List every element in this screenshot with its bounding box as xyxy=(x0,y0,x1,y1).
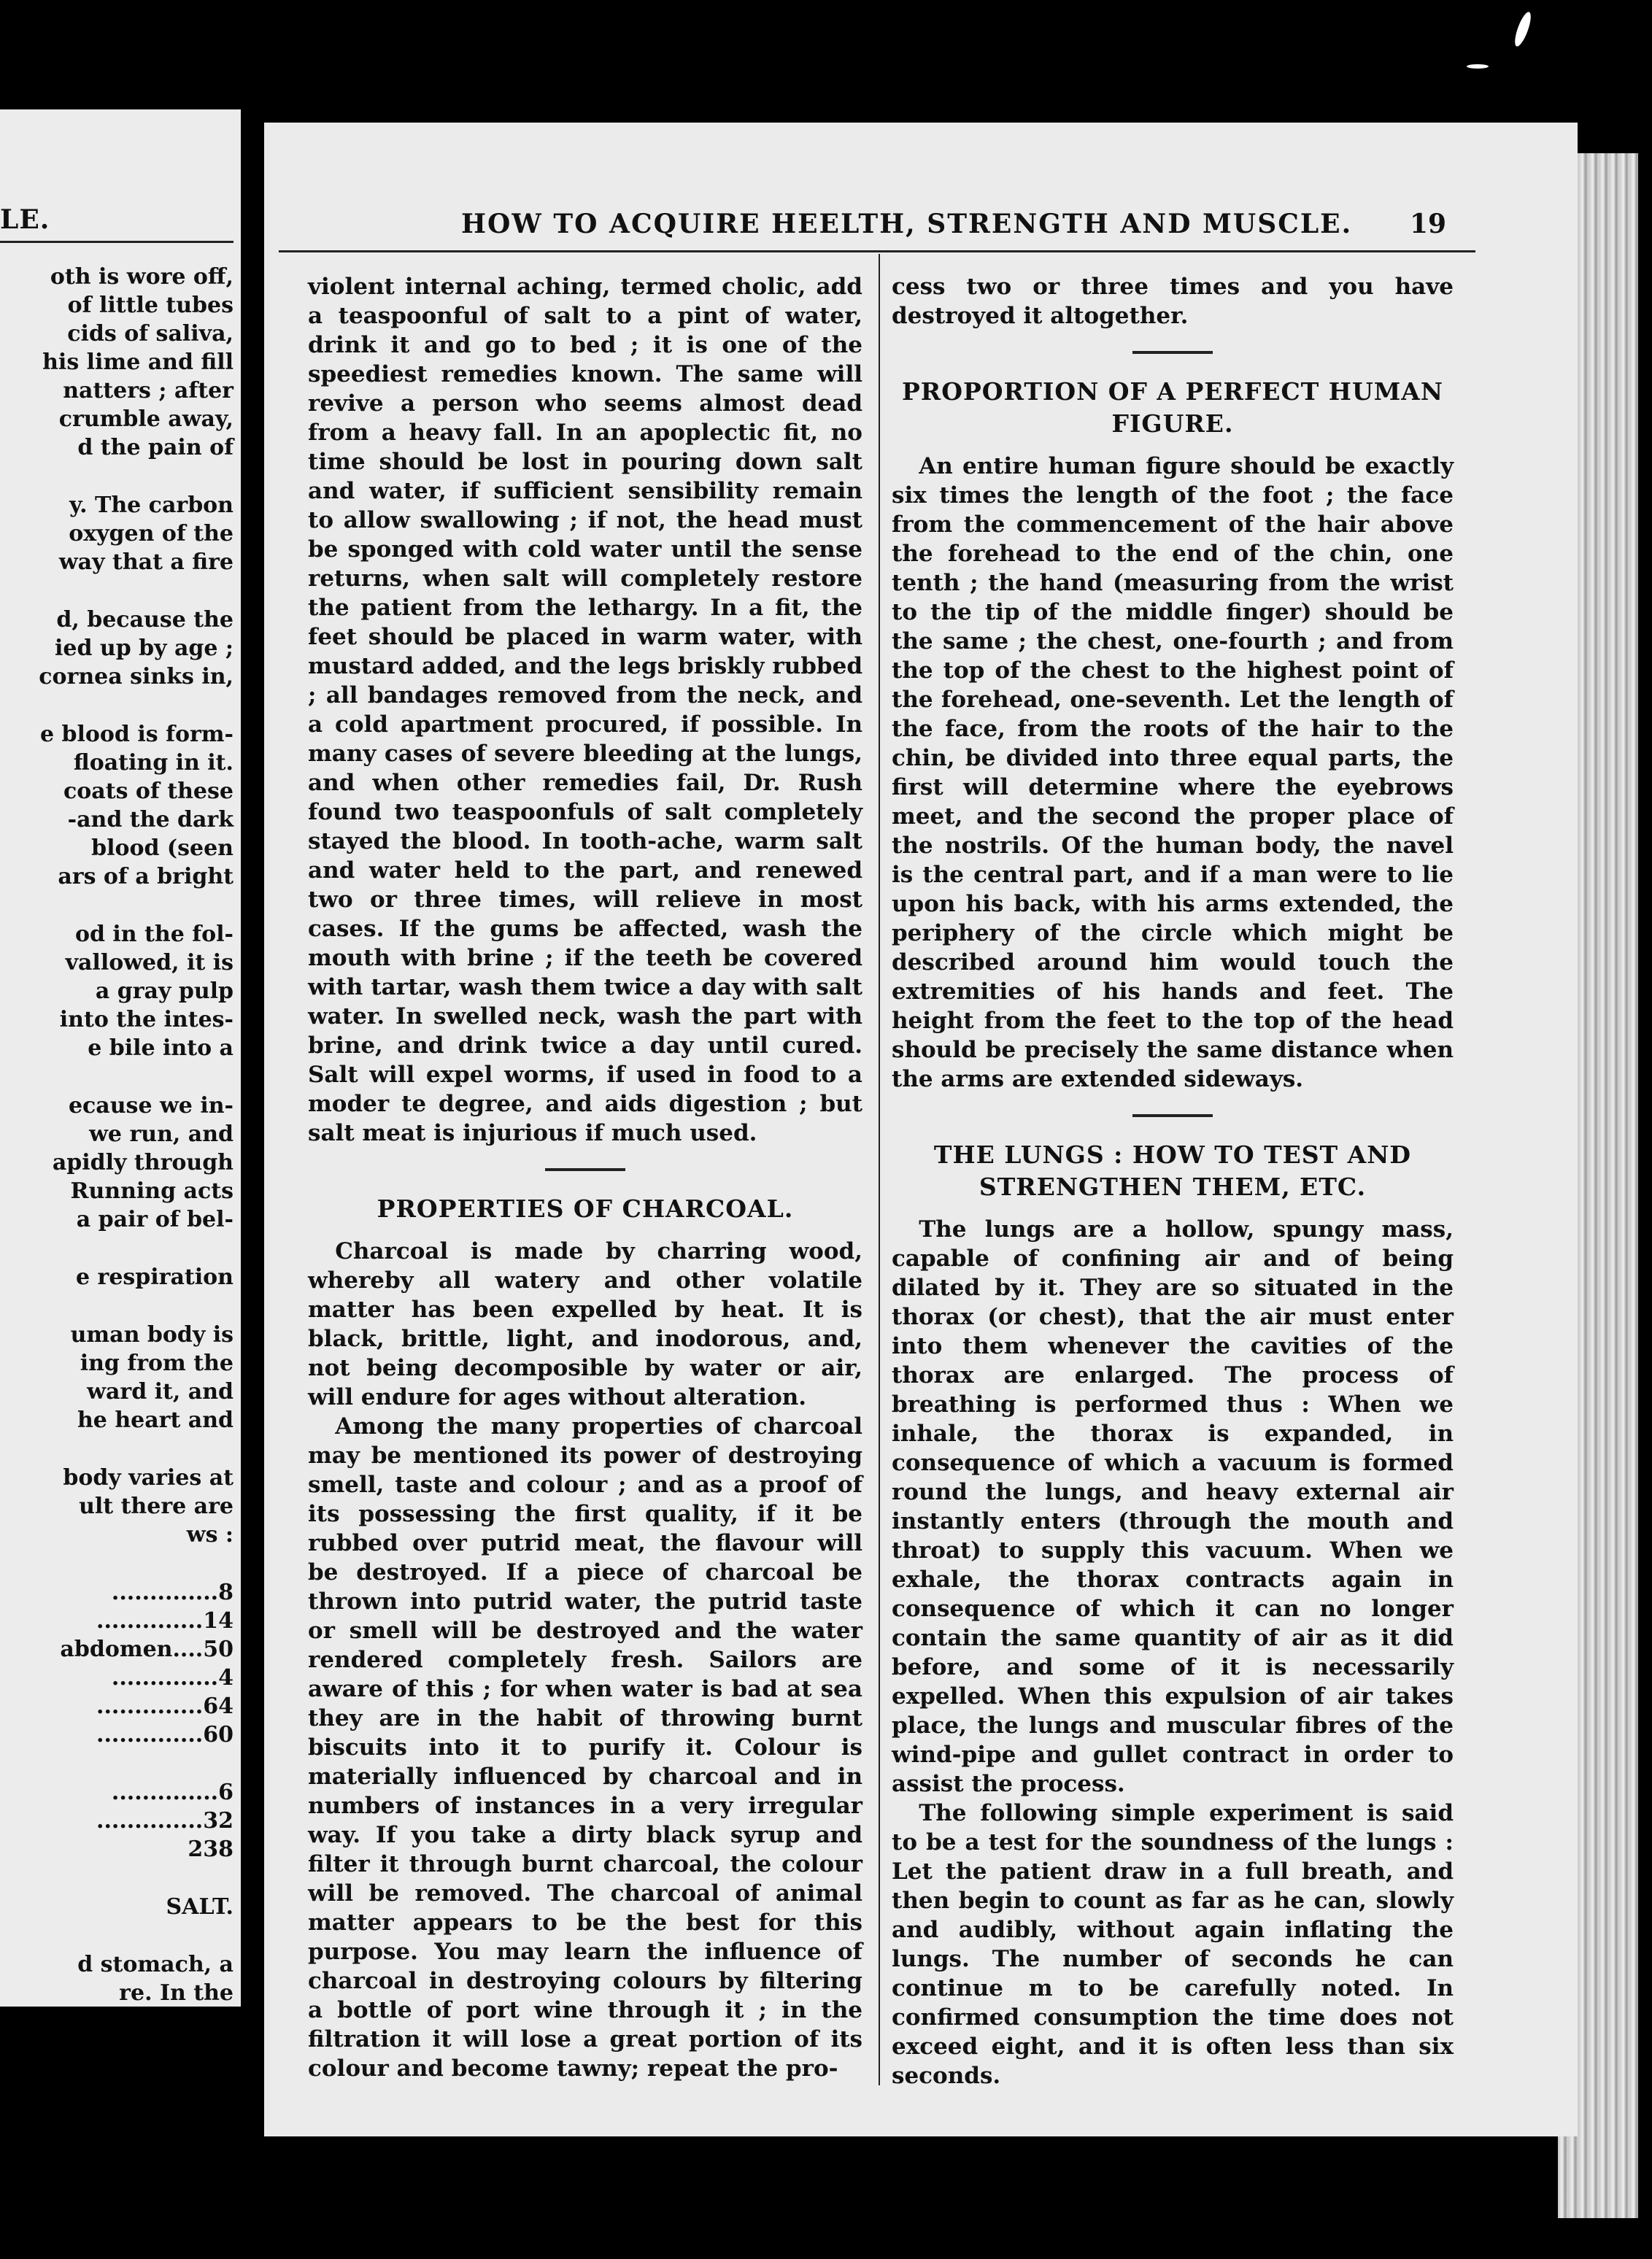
left-page-line: ward it, and xyxy=(87,1379,233,1405)
left-page-text xyxy=(0,263,233,2007)
left-page-line: a gray pulp xyxy=(95,978,233,1004)
left-page-line: ..............14 xyxy=(96,1608,233,1634)
left-page-line: vallowed, it is xyxy=(65,950,233,976)
section-rule xyxy=(545,1168,625,1171)
left-page-line: a pair of bel- xyxy=(76,1207,233,1232)
left-page-line: uman body is xyxy=(70,1322,233,1348)
left-page-line: ..............4 xyxy=(111,1665,233,1691)
left-page-line xyxy=(0,462,233,491)
left-page-line: ied up by age ; xyxy=(54,636,233,661)
left-page-header: LE. xyxy=(0,204,50,235)
paragraph: Among the many properties of charcoal may be mentioned its power of destroying smell, taste and colour ; and as a proof of its possessing the first quality, if it be rubbed over putrid meat, the flavour will be destroyed. If a piece of charcoal be thrown into putrid water, the putrid taste or smell will be destroyed and the water rendered completely fresh. Sailors are aware of this ; for when water is bad at sea they are in the habit of throwing burnt biscuits into it to purify it. Colour is materially influenced by charcoal and in numbers of instances in a very irregular way. If you take a dirty black syrup and filter it through burnt charcoal, the colour will be removed. The charcoal of animal matter appears to be the best for this purpose. You may learn the influence of charcoal in destroying colours by filtering a bottle of port wine through it ; in the filtration it will lose a great portion of its colour and become tawny; repeat the pro- xyxy=(308,1413,862,2082)
section-rule xyxy=(1132,1114,1213,1117)
left-page-line: d the pain of xyxy=(77,435,233,460)
left-page-line xyxy=(0,1549,233,1578)
left-page-line: cids of saliva, xyxy=(67,321,233,347)
left-page-line: d stomach, a xyxy=(77,1952,233,1977)
left-page-line: od in the fol- xyxy=(74,922,233,947)
left-page-line: of little tubes xyxy=(67,293,233,318)
left-page-line: ecause we in- xyxy=(68,1093,233,1119)
left-page-line: re. In the xyxy=(119,1980,233,2006)
left-page-line: into the intes- xyxy=(59,1007,233,1032)
main-page xyxy=(264,123,1578,2136)
right-column xyxy=(892,272,1454,2090)
left-page-line: blood (seen xyxy=(91,835,233,861)
left-page-line: ..............60 xyxy=(96,1722,233,1748)
column-divider xyxy=(879,254,880,2085)
left-page-line: oth is wore off, xyxy=(50,264,233,290)
left-page-line: ult there are xyxy=(79,1494,233,1519)
left-page-line xyxy=(0,576,233,606)
left-page-line xyxy=(0,1291,233,1321)
left-page-line: oxygen of the xyxy=(69,521,233,547)
section-title-proportion: PROPORTION OF A PERFECT HUMAN FIGURE. xyxy=(901,377,1444,438)
paragraph: Charcoal is made by charring wood, whereby all watery and other volatile matter has been expelled by heat. It is black, brittle, light, and inodorous, and, not being decomposible by water or air, will endure for ages without alteration. xyxy=(308,1238,862,1410)
paragraph: An entire human figure should be exactly six times the length of the foot ; the face from the commencement of the hair above the forehead to the end of the chin, one tenth ; the hand (measuring from the wrist to the tip of the middle finger) should be the same ; the chest, one-fourth ; and from the top of the chest to the highest point of the forehead, one-seventh. Let the length of the face, from the roots of the hair to the chin, be divided into three equal parts, the first will determine where the eyebrows meet, and the second the proper place of the nostrils. Of the human body, the navel is the central part, and if a man were to lie upon his back, with his arms extended, the periphery of the circle which might be described around him would touch the extremities of his hands and feet. The height from the feet to the top of the head should be precisely the same distance when the arms are extended sideways. xyxy=(892,453,1454,1092)
left-page-line xyxy=(0,1921,233,1950)
left-page-line: coats of these xyxy=(63,779,233,804)
left-page-line xyxy=(0,891,233,920)
left-page-line: apidly through xyxy=(52,1150,233,1175)
left-page-line: e blood is form- xyxy=(40,722,233,747)
left-page-line: e respiration xyxy=(75,1264,233,1290)
left-page-line xyxy=(0,1062,233,1092)
paragraph: The following simple experiment is said to be a test for the soundness of the lungs : Let the patient draw in a full breath, and then begin to count as far as he can, slowly and audibly, without again inflating the lungs. The number of seconds he can continue m to be carefully noted. In confirmed consumption the time does not exceed eight, and it is often less than six seconds. xyxy=(892,1800,1454,2089)
left-column xyxy=(308,272,862,2083)
left-page-line: he heart and xyxy=(77,1407,233,1433)
left-page-line: ..............32 xyxy=(96,1808,233,1834)
left-page-line: way that a fire xyxy=(58,549,233,575)
paragraph: The lungs are a hollow, spungy mass, capable of confining air and of being dilated by it. They are so situated in the thorax (or chest), that the air must enter into them whenever the cavities of the thorax are enlarged. The process of breathing is performed thus : When we inhale, the thorax is expanded, in consequence of which a vacuum is formed round the lungs, and heavy external air instantly enters (through the mouth and throat) to supply this vacuum. When we exhale, the thorax contracts again in consequence of which it can no longer contain the same quantity of air as it did before, and some of it is necessarily expelled. When this expulsion of air takes place, the lungs and muscular fibres of the wind-pipe and gullet contract in order to assist the process. xyxy=(892,1216,1454,1797)
paragraph: violent internal aching, termed cholic, add a teaspoonful of salt to a pint of water, drink it and go to bed ; it is one of the speediest remedies known. The same will revive a person who seems almost dead from a heavy fall. In an apoplectic fit, no time should be lost in pouring down salt and water, if sufficient sensibility remain to allow swallowing ; if not, the head must be sponged with cold water until the sense returns, when salt will completely restore the patient from the lethargy. In a fit, the feet should be placed in warm water, with mustard added, and the legs briskly rubbed ; all bandages removed from the neck, and a cold apartment procured, if possible. In many cases of severe bleeding at the lungs, and when other remedies fail, Dr. Rush found two teaspoonfuls of salt completely stayed the blood. In tooth-ache, warm salt and water held to the part, and renewed two or three times, will relieve in most cases. If the gums be affected, wash the mouth with brine ; if the teeth be covered with tartar, wash them twice a day with salt water. In swelled neck, wash the part with brine, and drink twice a day until cured. Salt will expel worms, if used in food to a moder te degree, and aids digestion ; but salt meat is injurious if much used. xyxy=(308,274,862,1146)
paragraph: cess two or three times and you have destroyed it altogether. xyxy=(892,274,1454,329)
left-page-line: d, because the xyxy=(56,607,233,633)
left-page-line: ..............8 xyxy=(111,1580,233,1605)
left-page-line xyxy=(0,1749,233,1778)
left-page-line: ws : xyxy=(186,1522,233,1548)
left-page-line: abdomen....50 xyxy=(60,1637,233,1662)
left-page-line: we run, and xyxy=(89,1121,233,1147)
section-title-charcoal: PROPERTIES OF CHARCOAL. xyxy=(377,1194,794,1223)
left-page-line: his lime and fill xyxy=(42,350,233,375)
section-rule xyxy=(1132,351,1213,354)
left-page-line: e bile into a xyxy=(88,1035,233,1061)
left-page-line: ars of a bright xyxy=(58,864,233,889)
left-page-line: Running acts xyxy=(70,1178,233,1204)
left-page-line xyxy=(0,1234,233,1263)
left-page-line: 238 xyxy=(188,1837,233,1862)
left-page-line: -and the dark xyxy=(67,807,233,833)
left-page-line: ..............64 xyxy=(96,1694,233,1719)
left-page-line xyxy=(0,691,233,720)
left-page-line: body varies at xyxy=(63,1465,233,1491)
left-page-line: ing from the xyxy=(80,1351,233,1376)
left-page-line xyxy=(0,1434,233,1464)
header-rule xyxy=(279,250,1475,252)
scan-speck xyxy=(1467,64,1489,69)
left-page-line: cornea sinks in, xyxy=(39,664,233,690)
left-page-line: ..............6 xyxy=(111,1780,233,1805)
left-page-fragment xyxy=(0,109,241,2007)
left-page-rule xyxy=(0,241,233,243)
left-page-line xyxy=(0,1864,233,1893)
left-page-line: natters ; after xyxy=(63,378,233,403)
left-page-line: floating in it. xyxy=(73,750,233,776)
section-title-lungs: THE LUNGS : HOW TO TEST AND STRENGTHEN THEM, ETC. xyxy=(933,1140,1412,1201)
page-number: 19 xyxy=(1410,209,1447,239)
running-head: HOW TO ACQUIRE HEELTH, STRENGTH AND MUSCLE. xyxy=(461,209,1353,239)
left-page-line: y. The carbon xyxy=(69,493,233,518)
left-page-line: SALT. xyxy=(166,1894,233,1920)
left-page-line: crumble away, xyxy=(58,406,233,432)
scan-speck xyxy=(1512,10,1534,48)
